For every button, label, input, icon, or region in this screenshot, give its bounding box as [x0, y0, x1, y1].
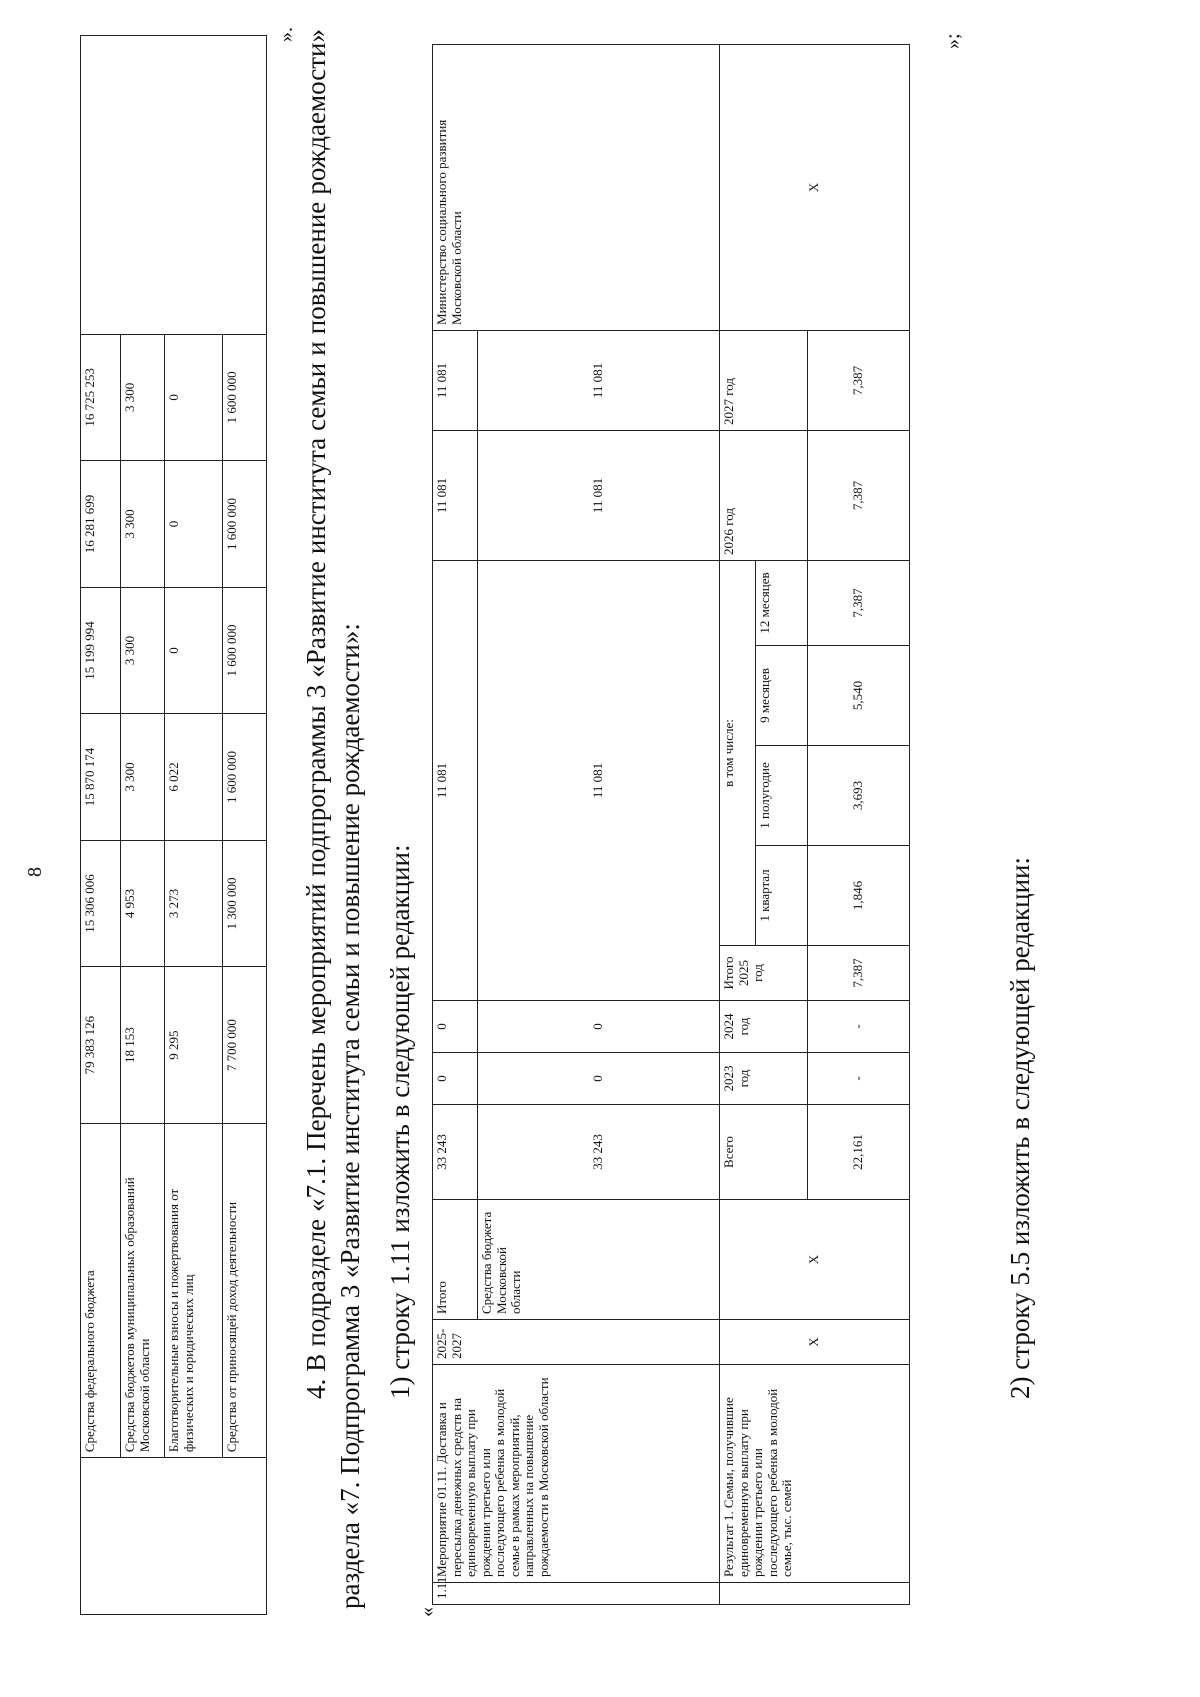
result-x: X — [720, 1320, 910, 1365]
funding-value: 3 300 — [121, 334, 165, 461]
value-12m: 7,387 — [808, 560, 910, 645]
result-label: Результат 1. Семьи, получившие единовременную выплату при рождении третьего или последующего ребенка в молодой семье, тыс. семей — [720, 1365, 910, 1583]
funding-table — [80, 35, 267, 1615]
funding-value: 1 600 000 — [223, 714, 267, 841]
funding-label: Средства бюджетов муниципальных образований Московской области — [121, 1124, 165, 1458]
value-itogo-2025: 7,387 — [808, 946, 910, 1001]
closing-quote: ». — [275, 27, 297, 42]
funding-value: 9 295 — [165, 967, 223, 1124]
result-x: X — [720, 1200, 910, 1320]
value-2024: - — [808, 1001, 910, 1053]
value-2027: 7,387 — [808, 330, 910, 430]
total-all: 33 243 — [433, 1105, 478, 1200]
funding-value: 6 022 — [165, 714, 223, 841]
header-q1: 1 квартал — [756, 846, 808, 946]
source-2027: 11 081 — [478, 330, 720, 430]
header-itogo-2025: Итого 2025 год — [720, 946, 808, 1001]
header-9m: 9 месяцев — [756, 646, 808, 746]
total-2027: 11 081 — [433, 330, 478, 430]
funding-value: 79 383 126 — [81, 967, 121, 1124]
source-2023: 0 — [478, 1053, 720, 1105]
total-2026: 11 081 — [433, 430, 478, 560]
funding-value: 15 870 174 — [81, 714, 121, 841]
header-2024: 2024 год — [720, 1001, 808, 1053]
funding-value: 16 281 699 — [81, 461, 121, 588]
total-2025: 11 081 — [433, 560, 478, 1000]
funding-value: 1 600 000 — [223, 334, 267, 461]
result-header-row — [720, 44, 756, 1604]
header-all: Всего — [720, 1105, 808, 1200]
funding-value: 0 — [165, 587, 223, 714]
value-h1: 3,693 — [808, 746, 910, 846]
funding-value: 18 153 — [121, 967, 165, 1124]
open-quote: « — [416, 1607, 438, 1617]
funding-value: 3 300 — [121, 587, 165, 714]
header-12m: 12 месяцев — [756, 560, 808, 645]
result-x: X — [720, 44, 910, 330]
source-2024: 0 — [478, 1001, 720, 1053]
event-period: 2025-2027 — [433, 1320, 720, 1365]
funding-value: 1 300 000 — [223, 840, 267, 967]
item-2-text: 2) строку 5.5 изложить в следующей редакции: — [1005, 856, 1035, 1399]
funding-label: Благотворительные взносы и пожертвования от физических и юридических лиц — [165, 1124, 223, 1458]
row-111-table — [432, 44, 910, 1605]
header-2023: 2023 год — [720, 1053, 808, 1105]
funding-value: 3 273 — [165, 840, 223, 967]
source-2026: 11 081 — [478, 430, 720, 560]
funding-value: 0 — [165, 334, 223, 461]
header-h1: 1 полугодие — [756, 746, 808, 846]
funding-value: 3 300 — [121, 461, 165, 588]
funding-row — [81, 36, 121, 1615]
source-all: 33 243 — [478, 1105, 720, 1200]
funding-value: 7 700 000 — [223, 967, 267, 1124]
funding-label: Средства от приносящей доход деятельности — [223, 1124, 267, 1458]
item-1-text: 1) строку 1.11 изложить в следующей редакции: — [385, 844, 415, 1399]
executor: Министерство социального развития Московской области — [433, 44, 720, 330]
event-description: Мероприятие 01.11. Доставка и пересылка денежных средств на единовременную выплату при рождении третьего или последующего ребенка в молодой семье в рамках мероприятий, направленных на повышение рождаемости в Московской области — [433, 1365, 720, 1583]
funding-value: 1 600 000 — [223, 587, 267, 714]
value-9m: 5,540 — [808, 646, 910, 746]
funding-value: 0 — [165, 461, 223, 588]
funding-value: 3 300 — [121, 714, 165, 841]
funding-value: 16 725 253 — [81, 334, 121, 461]
closing-quote-2: »; — [942, 33, 964, 49]
amendment-paragraph: 4. В подразделе «7.1. Перечень мероприятий подпрограммы 3 «Развитие института семьи и повышение рождаемости» раздела «7. Подпрограмма 3 «Развитие института семьи и повышение рождаемости»: — [301, 29, 365, 1609]
value-all: 22,161 — [808, 1105, 910, 1200]
row-111-total — [433, 44, 478, 1604]
funding-value: 15 306 006 — [81, 840, 121, 967]
row-number: 1.11 — [433, 1583, 720, 1605]
funding-value: 4 953 — [121, 840, 165, 967]
value-2026: 7,387 — [808, 430, 910, 560]
total-label: Итого — [433, 1200, 478, 1320]
funding-source: Средства бюджета Московской области — [478, 1200, 720, 1320]
header-2027: 2027 год — [720, 330, 808, 430]
header-2026: 2026 год — [720, 430, 808, 560]
page-number: 8 — [24, 867, 46, 877]
funding-value: 1 600 000 — [223, 461, 267, 588]
total-2023: 0 — [433, 1053, 478, 1105]
value-2023: - — [808, 1053, 910, 1105]
funding-label: Средства федерального бюджета — [81, 1124, 121, 1458]
header-including: в том числе: — [720, 560, 756, 945]
total-2024: 0 — [433, 1001, 478, 1053]
source-2025: 11 081 — [478, 560, 720, 1000]
funding-value: 15 199 994 — [81, 587, 121, 714]
value-q1: 1,846 — [808, 846, 910, 946]
